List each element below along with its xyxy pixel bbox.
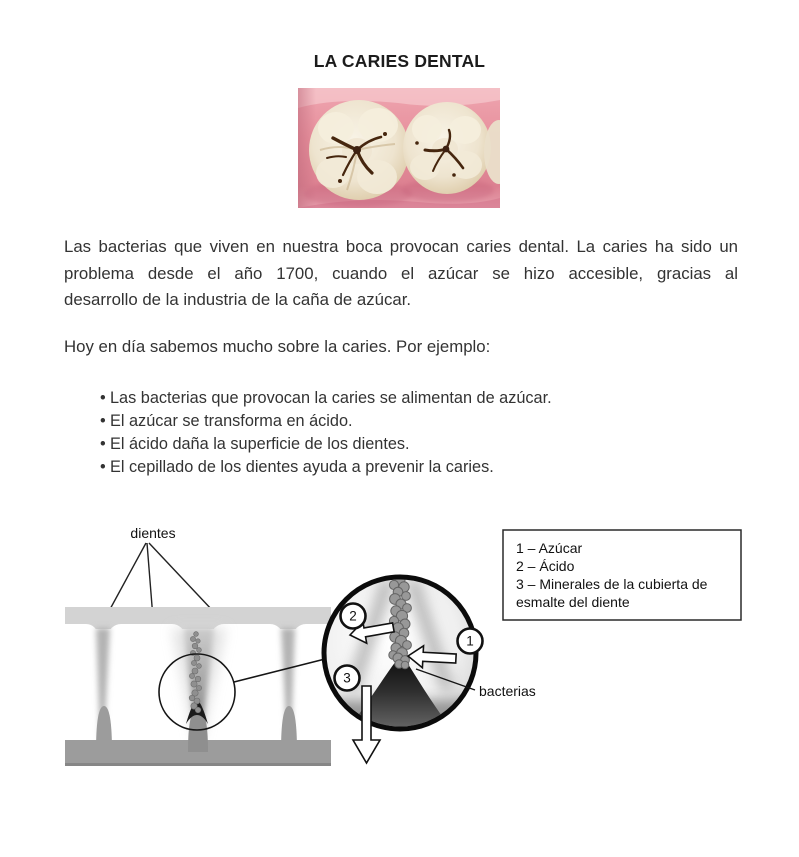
dientes-label: dientes (130, 525, 176, 541)
marker-acid-number: 2 (349, 608, 357, 624)
legend-line: 1 – Azúcar (516, 540, 583, 556)
list-item (100, 456, 552, 479)
caries-diagram-svg (55, 505, 760, 805)
legend-line: 2 – Ácido (516, 558, 575, 574)
page-title: LA CARIES DENTAL (313, 51, 486, 71)
list-item (100, 410, 552, 433)
marker-acid (341, 604, 366, 629)
bullet-text: Las bacterias que provocan la caries se alimentan de azúcar. (110, 389, 552, 407)
bullet-text: El ácido daña la superficie de los dientes. (110, 435, 410, 453)
bullet-glyph: • (100, 435, 106, 453)
bullet-text: El cepillado de los dientes ayuda a prevenir la caries. (110, 458, 494, 476)
paragraph-line: Las bacterias que viven en nuestra boca provocan caries dental. La caries ha sido un (64, 237, 738, 256)
list-item (100, 433, 552, 456)
list-item (100, 387, 552, 410)
bullet-glyph: • (100, 389, 106, 407)
paragraph-line: desarrollo de la industria de la caña de azúcar. (64, 290, 412, 309)
examples-intro-paragraph: Hoy en día sabemos mucho sobre la caries. Por ejemplo: (64, 337, 491, 356)
marker-minerals-number: 3 (343, 670, 351, 686)
marker-sugar-number: 1 (466, 633, 474, 649)
legend-line: 3 – Minerales de la cubierta de (516, 576, 708, 592)
legend-box (503, 530, 741, 620)
legend-line: esmalte del diente (516, 594, 630, 610)
intro-paragraph (64, 234, 738, 314)
facts-bullet-list (100, 387, 552, 479)
caries-photo-svg (298, 88, 500, 208)
molar-right (403, 102, 491, 194)
molar-left (309, 100, 409, 200)
bullet-text: El azúcar se transforma en ácido. (110, 412, 353, 430)
bacterias-label: bacterias (479, 683, 536, 699)
caries-diagram (55, 505, 760, 805)
marker-sugar (458, 629, 483, 654)
caries-photo (298, 88, 500, 208)
marker-minerals (335, 666, 360, 691)
teeth-cross-section (55, 607, 355, 767)
bullet-glyph: • (100, 412, 106, 430)
bullet-glyph: • (100, 458, 106, 476)
paragraph-line: problema desde el año 1700, cuando el azúcar se hizo accesible, gracias al (64, 263, 738, 283)
enamel-strip (65, 607, 331, 629)
